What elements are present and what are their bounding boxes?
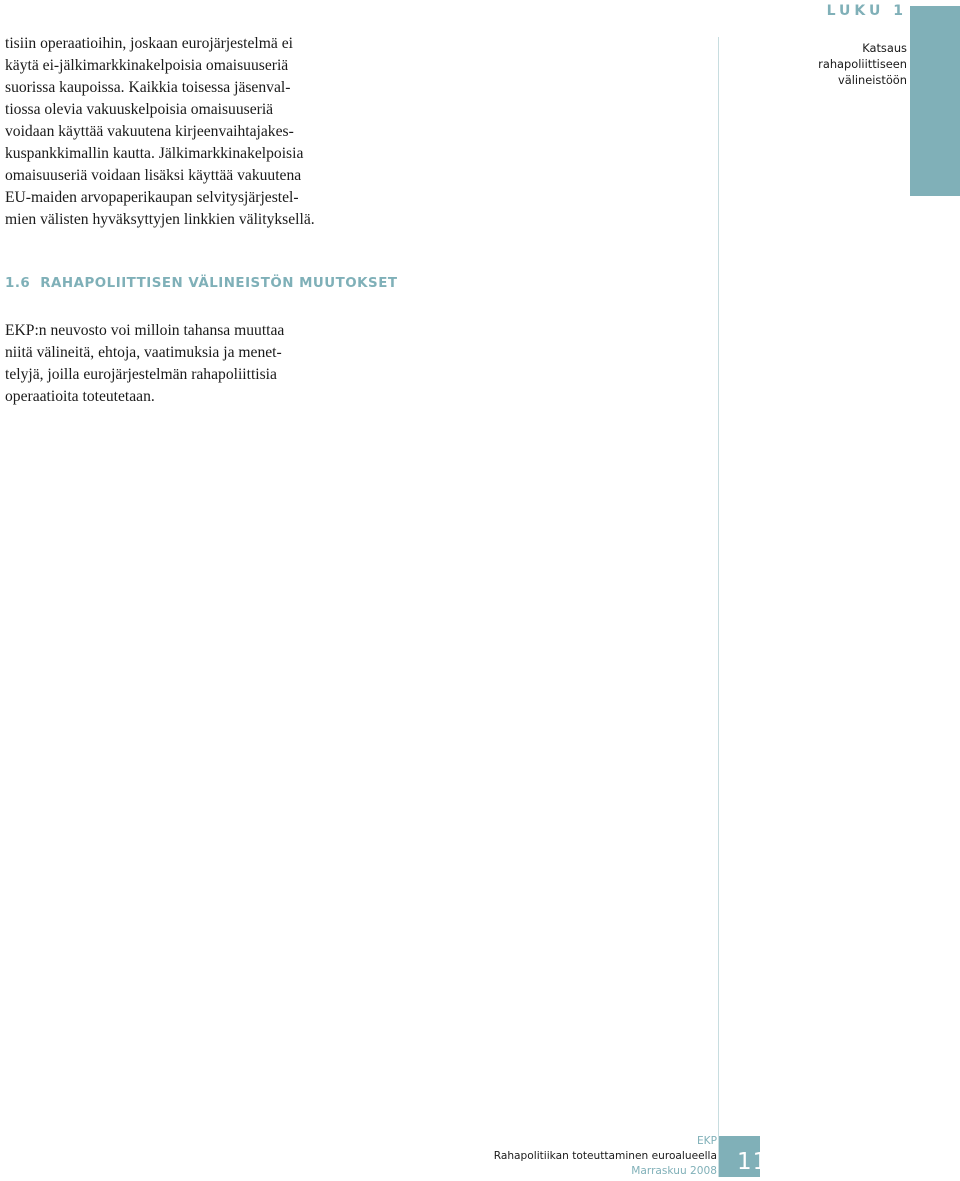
text-line: omaisuuseriä voidaan lisäksi käyttää vakuutena	[5, 167, 302, 184]
chapter-title-line: rahapoliittiseen	[818, 57, 907, 71]
section-title: RAHAPOLIITTISEN VÄLINEISTÖN MUUTOKSET	[40, 276, 398, 291]
text-line: mien välisten hyväksyttyjen linkkien välityksellä.	[5, 211, 315, 228]
text-line: EKP:n neuvosto voi milloin tahansa muuttaa	[5, 322, 285, 339]
section-number: 1.6	[5, 276, 31, 291]
section-heading	[5, 276, 397, 291]
text-line: tiossa olevia vakuuskelpoisia omaisuuseriä	[5, 101, 274, 118]
chapter-tab-marker	[910, 6, 960, 196]
column-divider	[718, 37, 719, 1177]
body-paragraph	[5, 320, 350, 408]
text-line: tisiin operaatioihin, joskaan eurojärjestelmä ei	[5, 35, 293, 52]
text-line: operaatioita toteutetaan.	[5, 388, 155, 405]
text-line: voidaan käyttää vakuutena kirjeenvaihtajakes-	[5, 123, 294, 140]
text-line: käytä ei-jälkimarkkinakelpoisia omaisuuseriä	[5, 57, 289, 74]
chapter-title-line: Katsaus	[862, 41, 907, 55]
text-line: niitä välineitä, ehtoja, vaatimuksia ja menet-	[5, 344, 282, 361]
text-line: kuspankkimallin kautta. Jälkimarkkinakelpoisia	[5, 145, 304, 162]
footer-publication: Rahapolitiikan toteuttaminen euroalueella	[493, 1150, 717, 1162]
footer-date: Marraskuu 2008	[631, 1165, 717, 1177]
chapter-title-line: välineistöön	[837, 73, 907, 87]
footer-org: EKP	[696, 1135, 717, 1147]
page-footer	[494, 1134, 717, 1179]
chapter-label: LUKU 1	[826, 3, 907, 19]
body-paragraph-continued	[5, 33, 350, 231]
text-line: telyjä, joilla eurojärjestelmän rahapoliittisia	[5, 366, 277, 383]
chapter-title	[818, 40, 907, 88]
text-line: suorissa kaupoissa. Kaikkia toisessa jäsenval-	[5, 79, 291, 96]
page-number: 11	[737, 1149, 769, 1175]
text-line: EU-maiden arvopaperikaupan selvitysjärjestel-	[5, 189, 299, 206]
